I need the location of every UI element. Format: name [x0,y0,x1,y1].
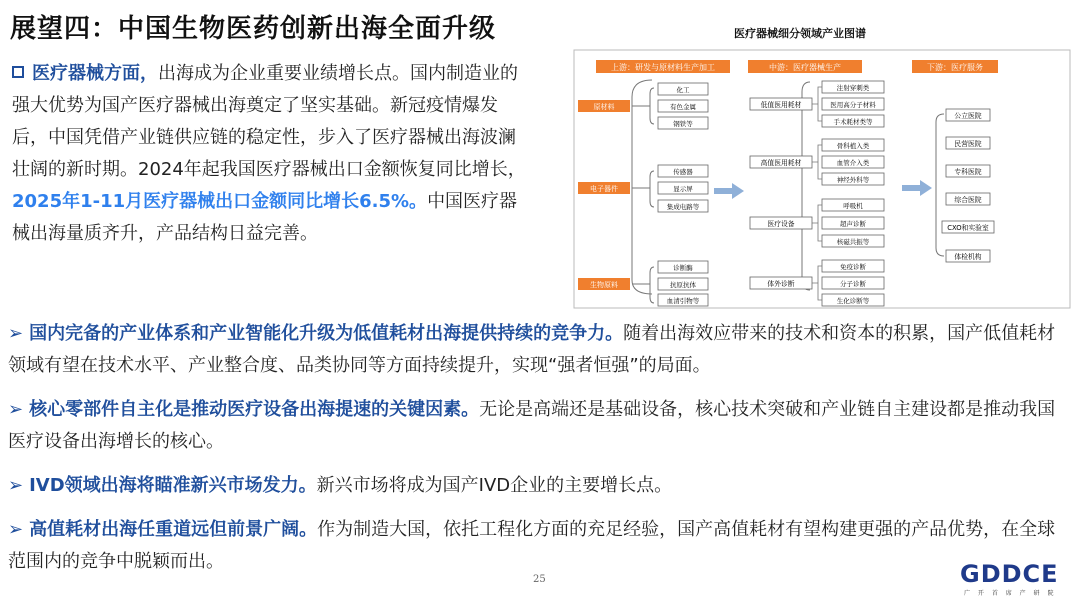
arrow-bullet-icon: ➢ [8,323,24,344]
midstream-item: 生化诊断等 [836,297,870,305]
midstream-item: 分子诊断 [840,280,866,288]
midstream-item: 核磁共振等 [836,238,870,246]
upstream-group-label: 原材料 [593,103,615,111]
downstream-item: 公立医院 [954,112,982,120]
downstream-item: 专科医院 [954,168,982,176]
intro-text-1: 出海成为企业重要业绩增长点。国内制造业的强大优势为国产医疗器械出海奠定了坚实基础。新冠疫情爆发后，中国凭借产业链供应链的稳定性，步入了医疗器械出海波澜壮阔的新时期。2024年起我国医疗器械出口金额恢复同比增长， [12,63,526,180]
downstream-header: 下游：医疗服务 [927,63,983,72]
upstream-group-label: 生物原料 [590,281,618,289]
bullet-bold: 核心零部件自主化是推动医疗设备出海提速的关键因素。 [29,399,480,420]
flow-arrow-icon [714,183,744,199]
upstream-item: 传感器 [673,168,693,176]
midstream-item: 超声诊断 [840,220,866,228]
bullet-text: 作为制造大国，依托工程化方面的充足经验，国产高值耗材有望构建更强的产品优势，在全球范围内的竞争中脱颖而出。 [8,519,1056,572]
midstream-item: 手术耗材类等 [833,118,873,126]
upstream-item: 有色金属 [670,103,696,111]
midstream-item: 骨科植入类 [836,142,870,150]
page-title: 展望四：中国生物医药创新出海全面升级 [10,14,497,44]
list-item [8,318,1068,382]
list-item [8,394,1068,458]
logo-subtitle: 广 开 首 席 产 研 院 [964,590,1057,597]
midstream-group-label: 体外诊断 [767,280,795,288]
upstream-item: 化工 [676,86,690,94]
intro-paragraph [12,58,532,250]
diagram-title: 医疗器械细分领域产业图谱 [734,27,866,40]
logo-text: GDDCE [960,560,1059,588]
list-item [8,514,1068,578]
midstream-item: 神经外科等 [836,176,870,184]
upstream-group-label: 电子器件 [590,185,618,193]
upstream-item: 抗原抗体 [670,281,696,289]
intro-lead: 医疗器械方面， [32,63,158,84]
midstream-group-label: 高值医用耗材 [760,159,802,167]
arrow-bullet-icon: ➢ [8,519,24,540]
square-bullet-icon [12,66,24,78]
downstream-item: 综合医院 [954,196,982,204]
industry-chain-svg [572,22,1072,312]
flow-arrow-icon [902,180,932,196]
bullet-text: 随着出海效应带来的技术和资本的积累，国产低值耗材领域有望在技术水平、产业整合度、品类协同等方面持续提升，实现“强者恒强”的局面。 [8,323,1056,376]
intro-highlight: 2025年1-11月医疗器械出口金额同比增长6.5%。 [12,191,428,212]
midstream-item: 免疫诊断 [840,263,866,271]
upstream-item: 集成电路等 [666,203,700,211]
bullet-bold: 高值耗材出海任重道远但前景广阔。 [29,519,318,540]
midstream-group-label: 低值医用耗材 [760,101,802,109]
arrow-bullet-icon: ➢ [8,399,24,420]
downstream-item: 体检机构 [954,253,982,261]
bullet-text: 无论是高端还是基础设备，核心技术突破和产业链自主建设都是推动我国医疗设备出海增长的核心。 [8,399,1056,452]
midstream-item: 注射穿刺类 [836,84,870,92]
upstream-item: 血清引物等 [666,297,700,305]
midstream-item: 呼吸机 [843,202,863,210]
intro-text-2: 中国医疗器械出海量质齐升，产品结构日益完善。 [12,191,518,244]
midstream-item: 医用高分子材料 [830,101,876,109]
gddce-logo [960,560,1076,596]
page-number: 25 [533,574,546,585]
list-item [8,470,1068,502]
bullet-text: 新兴市场将成为国产IVD企业的主要增长点。 [316,475,673,496]
bullet-bold: 国内完备的产业体系和产业智能化升级为低值耗材出海提供持续的竞争力。 [29,323,624,344]
industry-chain-diagram [572,22,1072,312]
upstream-item: 钢铁等 [673,120,693,128]
downstream-item: 民营医院 [954,140,982,148]
arrow-bullet-icon: ➢ [8,475,24,496]
bullet-bold: IVD领域出海将瞄准新兴市场发力。 [29,475,317,496]
midstream-header: 中游：医疗器械生产 [769,63,841,72]
upstream-item: 诊断酶 [673,264,693,272]
downstream-item: CXO和实验室 [947,224,989,232]
upstream-item: 显示屏 [673,185,693,193]
bullet-list [8,318,1068,590]
midstream-group-label: 医疗设备 [767,220,795,228]
upstream-header: 上游：研发与原材料生产加工 [611,63,715,72]
midstream-item: 血管介入类 [836,159,870,167]
